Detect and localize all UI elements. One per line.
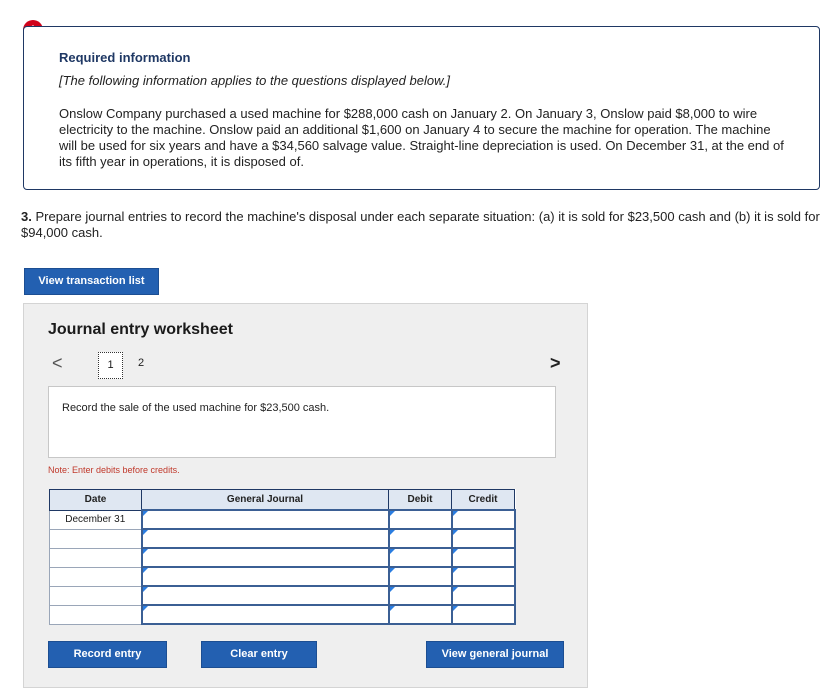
table-row — [50, 586, 515, 605]
page-tab-1[interactable]: 1 — [98, 352, 123, 379]
column-header-date: Date — [50, 490, 142, 511]
info-subtitle: [The following information applies to the questions displayed below.] — [59, 73, 450, 88]
date-cell[interactable] — [50, 586, 142, 605]
account-input[interactable] — [142, 567, 389, 586]
debit-input[interactable] — [389, 548, 452, 567]
instruction-text: Record the sale of the used machine for $23,500 cash. — [62, 402, 330, 414]
account-input[interactable] — [142, 529, 389, 548]
question-text — [21, 209, 821, 241]
question-body: Prepare journal entries to record the machine's disposal under each separate situation: (a) it is sold for $23,500 cash and (b) it is sold for $94,000 cash. — [21, 209, 820, 240]
record-entry-button[interactable]: Record entry — [48, 641, 167, 668]
debit-input[interactable] — [389, 510, 452, 529]
question-number: 3. — [21, 209, 32, 224]
column-header-debit: Debit — [389, 490, 452, 511]
prev-page-icon[interactable]: < — [52, 353, 63, 373]
date-cell[interactable] — [50, 529, 142, 548]
info-body: Onslow Company purchased a used machine for $288,000 cash on January 2. On January 3, Onslow paid $8,000 to wire electricity to the machine. Onslow paid an additional $1,600 on January 4 to secure the machine for operation. The machine will be used for six years and have a $34,560 salvage value. Straight-line depreciation is used. On December 31, at the end of its fifth year in operations, it is disposed of. — [59, 106, 784, 169]
debit-input[interactable] — [389, 586, 452, 605]
required-information-box — [23, 26, 820, 190]
worksheet-title: Journal entry worksheet — [48, 321, 233, 338]
table-row — [50, 529, 515, 548]
journal-table — [49, 489, 516, 625]
account-input[interactable] — [142, 510, 389, 529]
credit-input[interactable] — [452, 567, 515, 586]
date-cell[interactable] — [50, 567, 142, 586]
credit-input[interactable] — [452, 510, 515, 529]
info-title: Required information — [59, 50, 191, 65]
account-input[interactable] — [142, 586, 389, 605]
date-cell[interactable] — [50, 548, 142, 567]
debit-input[interactable] — [389, 567, 452, 586]
journal-entry-worksheet — [23, 303, 588, 688]
account-input[interactable] — [142, 605, 389, 624]
view-general-journal-button[interactable]: View general journal — [426, 641, 564, 668]
credit-input[interactable] — [452, 529, 515, 548]
date-cell[interactable]: December 31 — [50, 510, 142, 529]
column-header-credit: Credit — [452, 490, 515, 511]
page-tab-2[interactable]: 2 — [138, 357, 145, 369]
credit-input[interactable] — [452, 586, 515, 605]
instruction-box — [48, 386, 556, 458]
clear-entry-button[interactable]: Clear entry — [201, 641, 317, 668]
debit-input[interactable] — [389, 529, 452, 548]
table-row — [50, 567, 515, 586]
view-transaction-list-button[interactable]: View transaction list — [24, 268, 159, 295]
credit-input[interactable] — [452, 605, 515, 624]
account-input[interactable] — [142, 548, 389, 567]
column-header-general-journal: General Journal — [142, 490, 389, 511]
next-page-icon[interactable]: > — [550, 353, 561, 373]
date-cell[interactable] — [50, 605, 142, 624]
table-row — [50, 510, 515, 529]
table-row — [50, 548, 515, 567]
table-row — [50, 605, 515, 624]
debit-input[interactable] — [389, 605, 452, 624]
credit-input[interactable] — [452, 548, 515, 567]
note-text: Note: Enter debits before credits. — [48, 465, 180, 475]
